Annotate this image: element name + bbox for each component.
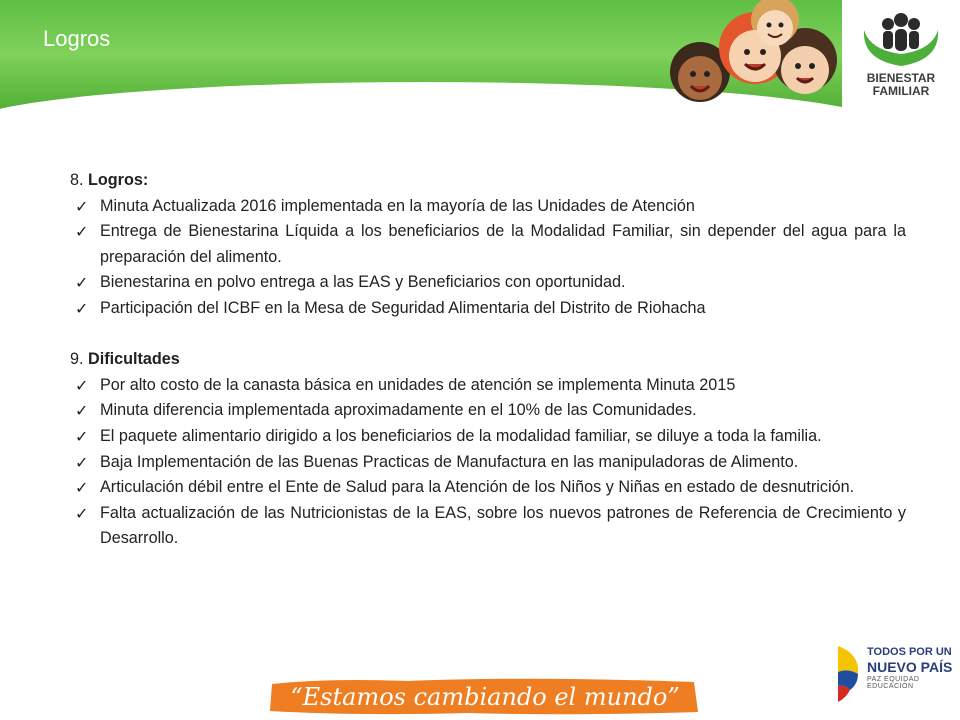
list-item-text: Bienestarina en polvo entrega a las EAS y Beneficiarios con oportunidad. <box>100 273 626 292</box>
list-item <box>70 475 906 501</box>
check-icon: ✓ <box>75 275 89 293</box>
section-logros <box>70 168 906 322</box>
dificultades-list <box>70 373 906 552</box>
page-title: Logros <box>43 26 111 51</box>
check-icon: ✓ <box>75 403 89 421</box>
section-title: Dificultades <box>88 350 180 369</box>
list-item-text: Articulación débil entre el Ente de Salud para la Atención de los Niños y Niñas en estado de desnutrición. <box>100 478 855 497</box>
list-item-text: Minuta Actualizada 2016 implementada en la mayoría de las Unidades de Atención <box>100 196 695 215</box>
logo-text <box>856 72 946 98</box>
section-number: 8. <box>70 171 84 189</box>
list-item <box>70 450 906 476</box>
list-item-text: Baja Implementación de las Buenas Practicas de Manufactura en las manipuladoras de Alimento. <box>100 452 799 471</box>
check-icon: ✓ <box>75 454 89 472</box>
family-hands-icon <box>842 0 960 72</box>
list-item <box>70 424 906 450</box>
logo-line2: FAMILIAR <box>872 84 930 98</box>
list-item <box>70 398 906 424</box>
check-icon: ✓ <box>75 428 89 446</box>
list-item-text: Minuta diferencia implementada aproximadamente en el 10% de las Comunidades. <box>100 401 697 420</box>
list-item <box>70 270 906 296</box>
gov-text-3: PAZ EQUIDAD EDUCACIÓN <box>867 676 920 690</box>
main-content <box>70 168 906 552</box>
check-icon: ✓ <box>75 198 89 216</box>
section-heading <box>70 347 906 373</box>
section-number: 9. <box>70 350 84 369</box>
section-heading <box>70 168 906 194</box>
check-icon: ✓ <box>75 224 89 242</box>
gov-text-2: NUEVO PAÍS <box>867 659 953 675</box>
gov-text-1: TODOS POR UN <box>867 646 952 658</box>
list-item <box>70 219 906 270</box>
list-item-text: El paquete alimentario dirigido a los beneficiarios de la modalidad familiar, se diluye a toda la familia. <box>100 426 822 445</box>
slogan: “Estamos cambiando el mundo” <box>290 683 680 711</box>
gobierno-logo <box>834 640 954 710</box>
check-icon: ✓ <box>75 480 89 498</box>
list-item <box>70 194 906 220</box>
check-icon: ✓ <box>75 377 89 395</box>
list-item-text: Falta actualización de las Nutricionistas de la EAS, sobre los nuevos patrones de Referencia de Crecimiento y Desarrollo. <box>100 503 906 548</box>
header <box>0 0 960 120</box>
list-item-text: Participación del ICBF en la Mesa de Seguridad Alimentaria del Distrito de Riohacha <box>100 298 706 317</box>
colombia-flag-icon <box>834 640 864 704</box>
list-item <box>70 373 906 399</box>
logros-list <box>70 194 906 322</box>
section-dificultades <box>70 347 906 552</box>
list-item <box>70 296 906 322</box>
list-item-text: Por alto costo de la canasta básica en unidades de atención se implementa Minuta 2015 <box>100 375 736 394</box>
icbf-logo <box>842 0 960 120</box>
list-item-text: Entrega de Bienestarina Líquida a los beneficiarios de la Modalidad Familiar, sin depender del agua para la preparación del alimento. <box>100 222 906 266</box>
list-item <box>70 501 906 552</box>
check-icon: ✓ <box>75 505 89 523</box>
logo-line1: BIENESTAR <box>866 71 936 85</box>
section-title: Logros: <box>88 171 149 189</box>
children-illustration <box>655 0 845 120</box>
spacer <box>70 322 906 348</box>
check-icon: ✓ <box>75 300 89 318</box>
